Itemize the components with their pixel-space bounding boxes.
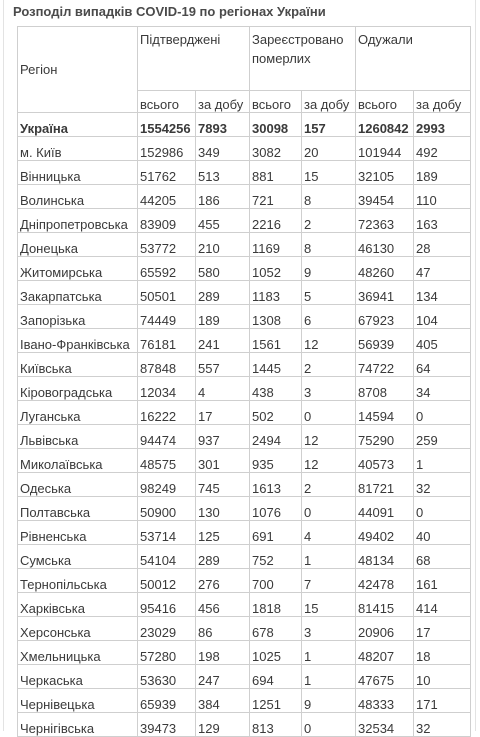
cell-confirmed-daily: 186 (196, 185, 250, 209)
cell-deaths-daily: 6 (302, 305, 356, 329)
cell-recovered-daily: 163 (414, 209, 471, 233)
cell-recovered-daily: 134 (414, 281, 471, 305)
page-title: Розподіл випадків COVID-19 по регіонах України (13, 4, 326, 19)
header-confirmed-daily: за добу (196, 91, 250, 113)
cell-confirmed-total: 95416 (138, 593, 196, 617)
cell-deaths-daily: 8 (302, 233, 356, 257)
cell-deaths-daily: 9 (302, 257, 356, 281)
cell-recovered-daily: 68 (414, 545, 471, 569)
table-row (18, 137, 471, 161)
cell-recovered-total: 81721 (356, 473, 414, 497)
cell-deaths-daily: 9 (302, 689, 356, 713)
cell-recovered-daily: 32 (414, 713, 471, 737)
cell-recovered-total: 36941 (356, 281, 414, 305)
cell-deaths-daily: 4 (302, 521, 356, 545)
header-region: Регіон (18, 27, 138, 113)
covid-region-table (17, 26, 471, 737)
table-row (18, 329, 471, 353)
cell-confirmed-daily: 247 (196, 665, 250, 689)
cell-confirmed-total: 87848 (138, 353, 196, 377)
cell-confirmed-daily: 129 (196, 713, 250, 737)
cell-deaths-daily: 0 (302, 497, 356, 521)
cell-recovered-total: 48260 (356, 257, 414, 281)
cell-recovered-daily: 492 (414, 137, 471, 161)
cell-recovered-total: 44091 (356, 497, 414, 521)
cell-region: Полтавська (18, 497, 138, 521)
cell-recovered-daily: 405 (414, 329, 471, 353)
cell-confirmed-total: 57280 (138, 641, 196, 665)
header-recovered: Одужали (356, 27, 471, 91)
cell-confirmed-total: 51762 (138, 161, 196, 185)
cell-recovered-total: 75290 (356, 425, 414, 449)
cell-confirmed-total: 50012 (138, 569, 196, 593)
cell-deaths-daily: 0 (302, 401, 356, 425)
cell-region: Кіровоградська (18, 377, 138, 401)
table-row (18, 233, 471, 257)
cell-confirmed-daily: 189 (196, 305, 250, 329)
cell-confirmed-daily: 289 (196, 281, 250, 305)
cell-recovered-daily: 2993 (414, 113, 471, 137)
cell-confirmed-total: 53630 (138, 665, 196, 689)
cell-confirmed-daily: 580 (196, 257, 250, 281)
cell-deaths-total: 721 (250, 185, 302, 209)
cell-deaths-total: 813 (250, 713, 302, 737)
table-row (18, 449, 471, 473)
cell-confirmed-total: 50501 (138, 281, 196, 305)
cell-recovered-daily: 414 (414, 593, 471, 617)
cell-recovered-total: 48207 (356, 641, 414, 665)
cell-deaths-total: 1025 (250, 641, 302, 665)
cell-region: Сумська (18, 545, 138, 569)
cell-deaths-daily: 1 (302, 545, 356, 569)
cell-confirmed-total: 53714 (138, 521, 196, 545)
cell-confirmed-total: 65939 (138, 689, 196, 713)
cell-deaths-total: 438 (250, 377, 302, 401)
cell-confirmed-daily: 557 (196, 353, 250, 377)
cell-deaths-daily: 20 (302, 137, 356, 161)
cell-recovered-daily: 28 (414, 233, 471, 257)
cell-recovered-total: 42478 (356, 569, 414, 593)
cell-confirmed-total: 74449 (138, 305, 196, 329)
cell-recovered-total: 48134 (356, 545, 414, 569)
cell-confirmed-daily: 17 (196, 401, 250, 425)
cell-confirmed-daily: 937 (196, 425, 250, 449)
cell-recovered-daily: 18 (414, 641, 471, 665)
cell-deaths-daily: 157 (302, 113, 356, 137)
cell-recovered-total: 46130 (356, 233, 414, 257)
header-confirmed-total: всього (138, 91, 196, 113)
cell-deaths-total: 678 (250, 617, 302, 641)
cell-confirmed-total: 53772 (138, 233, 196, 257)
cell-deaths-total: 752 (250, 545, 302, 569)
cell-confirmed-total: 48575 (138, 449, 196, 473)
cell-recovered-daily: 104 (414, 305, 471, 329)
cell-confirmed-total: 94474 (138, 425, 196, 449)
table-row (18, 545, 471, 569)
cell-recovered-daily: 34 (414, 377, 471, 401)
cell-recovered-daily: 0 (414, 401, 471, 425)
cell-deaths-daily: 0 (302, 713, 356, 737)
cell-confirmed-total: 23029 (138, 617, 196, 641)
cell-confirmed-daily: 241 (196, 329, 250, 353)
cell-recovered-total: 32105 (356, 161, 414, 185)
cell-deaths-total: 1308 (250, 305, 302, 329)
cell-deaths-daily: 8 (302, 185, 356, 209)
cell-deaths-daily: 2 (302, 353, 356, 377)
cell-recovered-total: 101944 (356, 137, 414, 161)
table-row (18, 257, 471, 281)
cell-confirmed-total: 76181 (138, 329, 196, 353)
cell-confirmed-daily: 198 (196, 641, 250, 665)
cell-deaths-daily: 2 (302, 209, 356, 233)
cell-region: Київська (18, 353, 138, 377)
cell-region: Закарпатська (18, 281, 138, 305)
cell-region: Житомирська (18, 257, 138, 281)
table-row (18, 593, 471, 617)
cell-region: Вінницька (18, 161, 138, 185)
cell-recovered-daily: 259 (414, 425, 471, 449)
header-recovered-daily: за добу (414, 91, 471, 113)
cell-region: Одеська (18, 473, 138, 497)
cell-recovered-total: 81415 (356, 593, 414, 617)
cell-deaths-daily: 2 (302, 473, 356, 497)
cell-deaths-total: 1445 (250, 353, 302, 377)
cell-recovered-total: 32534 (356, 713, 414, 737)
cell-confirmed-total: 44205 (138, 185, 196, 209)
table-row (18, 473, 471, 497)
cell-confirmed-total: 1554256 (138, 113, 196, 137)
header-row-groups (18, 27, 471, 91)
cell-region: Херсонська (18, 617, 138, 641)
cell-region: Чернігівська (18, 713, 138, 737)
cell-deaths-total: 30098 (250, 113, 302, 137)
cell-confirmed-daily: 455 (196, 209, 250, 233)
cell-recovered-daily: 0 (414, 497, 471, 521)
left-border-line (3, 0, 4, 731)
cell-deaths-total: 691 (250, 521, 302, 545)
cell-region: Івано-Франківська (18, 329, 138, 353)
cell-deaths-daily: 3 (302, 377, 356, 401)
cell-deaths-total: 1183 (250, 281, 302, 305)
cell-deaths-total: 881 (250, 161, 302, 185)
table-row (18, 425, 471, 449)
cell-confirmed-daily: 130 (196, 497, 250, 521)
table-row (18, 305, 471, 329)
cell-deaths-total: 1076 (250, 497, 302, 521)
cell-recovered-daily: 171 (414, 689, 471, 713)
cell-recovered-total: 39454 (356, 185, 414, 209)
table-row (18, 497, 471, 521)
cell-deaths-daily: 12 (302, 425, 356, 449)
cell-region: Рівненська (18, 521, 138, 545)
cell-recovered-daily: 64 (414, 353, 471, 377)
cell-recovered-daily: 1 (414, 449, 471, 473)
table-row (18, 689, 471, 713)
table-row (18, 161, 471, 185)
cell-recovered-daily: 110 (414, 185, 471, 209)
cell-deaths-daily: 7 (302, 569, 356, 593)
cell-region: Україна (18, 113, 138, 137)
cell-recovered-daily: 40 (414, 521, 471, 545)
cell-confirmed-total: 39473 (138, 713, 196, 737)
cell-recovered-daily: 10 (414, 665, 471, 689)
cell-recovered-total: 47675 (356, 665, 414, 689)
table-body (18, 27, 471, 737)
cell-confirmed-daily: 289 (196, 545, 250, 569)
cell-deaths-total: 1251 (250, 689, 302, 713)
cell-deaths-daily: 15 (302, 593, 356, 617)
cell-recovered-daily: 161 (414, 569, 471, 593)
cell-recovered-total: 8708 (356, 377, 414, 401)
cell-region: Запорізька (18, 305, 138, 329)
cell-confirmed-daily: 456 (196, 593, 250, 617)
cell-confirmed-total: 152986 (138, 137, 196, 161)
table-row (18, 617, 471, 641)
cell-region: м. Київ (18, 137, 138, 161)
cell-confirmed-total: 83909 (138, 209, 196, 233)
cell-confirmed-daily: 125 (196, 521, 250, 545)
cell-confirmed-daily: 513 (196, 161, 250, 185)
table-row (18, 641, 471, 665)
cell-region: Чернівецька (18, 689, 138, 713)
cell-deaths-daily: 5 (302, 281, 356, 305)
cell-recovered-total: 72363 (356, 209, 414, 233)
cell-deaths-total: 502 (250, 401, 302, 425)
cell-recovered-daily: 189 (414, 161, 471, 185)
cell-deaths-total: 694 (250, 665, 302, 689)
cell-recovered-total: 56939 (356, 329, 414, 353)
cell-recovered-daily: 17 (414, 617, 471, 641)
cell-confirmed-total: 54104 (138, 545, 196, 569)
table-row (18, 521, 471, 545)
cell-confirmed-total: 50900 (138, 497, 196, 521)
cell-confirmed-total: 12034 (138, 377, 196, 401)
header-deaths: Зареєстровано померлих (250, 27, 356, 91)
cell-region: Черкаська (18, 665, 138, 689)
cell-confirmed-total: 65592 (138, 257, 196, 281)
cell-recovered-daily: 47 (414, 257, 471, 281)
cell-region: Львівська (18, 425, 138, 449)
cell-deaths-total: 1052 (250, 257, 302, 281)
table-row (18, 713, 471, 737)
cell-confirmed-daily: 210 (196, 233, 250, 257)
header-deaths-total: всього (250, 91, 302, 113)
cell-recovered-total: 1260842 (356, 113, 414, 137)
table-row (18, 353, 471, 377)
cell-deaths-total: 3082 (250, 137, 302, 161)
cell-deaths-daily: 12 (302, 329, 356, 353)
cell-confirmed-daily: 4 (196, 377, 250, 401)
cell-deaths-daily: 3 (302, 617, 356, 641)
cell-recovered-total: 67923 (356, 305, 414, 329)
right-border-line (475, 0, 476, 731)
cell-deaths-total: 2494 (250, 425, 302, 449)
cell-deaths-total: 700 (250, 569, 302, 593)
cell-region: Харківська (18, 593, 138, 617)
table-row (18, 569, 471, 593)
cell-region: Миколаївська (18, 449, 138, 473)
cell-region: Луганська (18, 401, 138, 425)
cell-recovered-total: 20906 (356, 617, 414, 641)
header-confirmed: Підтверджені (138, 27, 250, 91)
cell-recovered-daily: 32 (414, 473, 471, 497)
cell-deaths-total: 1818 (250, 593, 302, 617)
cell-confirmed-daily: 86 (196, 617, 250, 641)
cell-deaths-daily: 1 (302, 665, 356, 689)
cell-confirmed-daily: 7893 (196, 113, 250, 137)
table-row (18, 185, 471, 209)
cell-confirmed-total: 98249 (138, 473, 196, 497)
table-row (18, 281, 471, 305)
cell-deaths-daily: 12 (302, 449, 356, 473)
cell-deaths-total: 2216 (250, 209, 302, 233)
header-deaths-daily: за добу (302, 91, 356, 113)
table-row-total (18, 113, 471, 137)
cell-deaths-daily: 15 (302, 161, 356, 185)
table-row (18, 209, 471, 233)
cell-confirmed-daily: 276 (196, 569, 250, 593)
cell-deaths-total: 935 (250, 449, 302, 473)
cell-recovered-total: 40573 (356, 449, 414, 473)
header-recovered-total: всього (356, 91, 414, 113)
cell-region: Тернопільська (18, 569, 138, 593)
cell-confirmed-daily: 349 (196, 137, 250, 161)
cell-deaths-total: 1169 (250, 233, 302, 257)
cell-recovered-total: 74722 (356, 353, 414, 377)
cell-region: Хмельницька (18, 641, 138, 665)
table-row (18, 665, 471, 689)
table-row (18, 377, 471, 401)
cell-recovered-total: 14594 (356, 401, 414, 425)
cell-deaths-total: 1561 (250, 329, 302, 353)
cell-confirmed-daily: 384 (196, 689, 250, 713)
table-row (18, 401, 471, 425)
cell-deaths-total: 1613 (250, 473, 302, 497)
cell-confirmed-total: 16222 (138, 401, 196, 425)
cell-region: Волинська (18, 185, 138, 209)
cell-deaths-daily: 1 (302, 641, 356, 665)
cell-confirmed-daily: 745 (196, 473, 250, 497)
cell-region: Дніпропетровська (18, 209, 138, 233)
cell-region: Донецька (18, 233, 138, 257)
cell-recovered-total: 48333 (356, 689, 414, 713)
cell-recovered-total: 49402 (356, 521, 414, 545)
cell-confirmed-daily: 301 (196, 449, 250, 473)
